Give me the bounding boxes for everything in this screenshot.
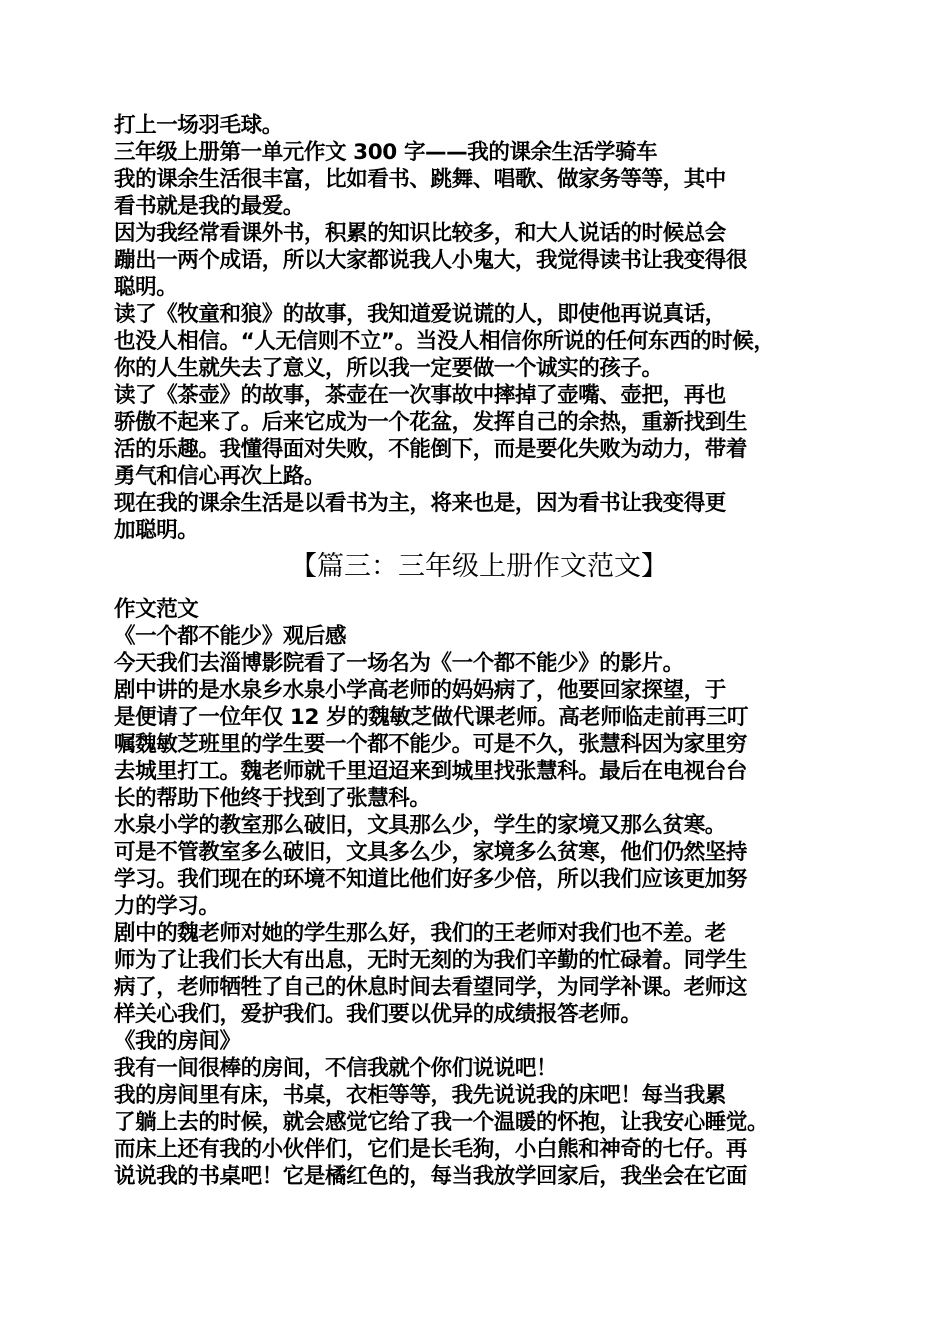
text-line: 今天我们去淄博影院看了一场名为《一个都不能少》的影片。 bbox=[114, 651, 684, 676]
text-line: 加聪明。 bbox=[114, 518, 199, 543]
text-line: 也没人相信。“人无信则不立”。当没人相信你所说的任何东西的时候， bbox=[114, 329, 775, 354]
text-line: 读了《牧童和狼》的故事，我知道爱说谎的人，即使他再说真话， bbox=[114, 302, 726, 327]
text-line: 三年级上册第一单元作文 300 字——我的课余生活学骑车 bbox=[114, 140, 658, 165]
text-line: 作文范文 bbox=[114, 597, 199, 622]
text-line: 而床上还有我的小伙伴们，它们是长毛狗，小白熊和神奇的七仔。再 bbox=[114, 1137, 748, 1162]
essay-part-2 bbox=[114, 596, 844, 1190]
text-line: 病了，老师牺牲了自己的休息时间去看望同学，为同学补课。老师这 bbox=[114, 975, 748, 1000]
text-line: 读了《茶壶》的故事，茶壶在一次事故中摔掉了壶嘴、壶把，再也 bbox=[114, 383, 726, 408]
text-line: 是便请了一位年仅 12 岁的魏敏芝做代课老师。高老师临走前再三叮 bbox=[114, 705, 749, 730]
text-line: 现在我的课余生活是以看书为主，将来也是，因为看书让我变得更 bbox=[114, 491, 726, 516]
text-line: 我的房间里有床，书桌，衣柜等等，我先说说我的床吧！每当我累 bbox=[114, 1083, 726, 1108]
text-line: 了躺上去的时候，就会感觉它给了我一个温暖的怀抱，让我安心睡觉。 bbox=[114, 1110, 769, 1135]
document-body bbox=[114, 112, 844, 1190]
text-line: 《我的房间》 bbox=[114, 1029, 241, 1054]
text-line: 你的人生就失去了意义，所以我一定要做一个诚实的孩子。 bbox=[114, 356, 663, 381]
text-line: 我的课余生活很丰富，比如看书、跳舞、唱歌、做家务等等，其中 bbox=[114, 167, 726, 192]
text-line: 蹦出一两个成语，所以大家都说我人小鬼大，我觉得读书让我变得很 bbox=[114, 248, 748, 273]
text-line: 力的学习。 bbox=[114, 894, 220, 919]
text-line: 剧中讲的是水泉乡水泉小学高老师的妈妈病了，他要回家探望，于 bbox=[114, 678, 726, 703]
text-line: 可是不管教室多么破旧，文具多么少，家境多么贫寒，他们仍然坚持 bbox=[114, 840, 748, 865]
text-line: 《一个都不能少》观后感 bbox=[114, 624, 347, 649]
text-line: 学习。我们现在的环境不知道比他们好多少倍，所以我们应该更加努 bbox=[114, 867, 748, 892]
text-line: 因为我经常看课外书，积累的知识比较多，和大人说话的时候总会 bbox=[114, 221, 726, 246]
text-line: 样关心我们，爱护我们。我们要以优异的成绩报答老师。 bbox=[114, 1002, 642, 1027]
text-line: 骄傲不起来了。后来它成为一个花盆，发挥自己的余热，重新找到生 bbox=[114, 410, 748, 435]
essay-part-1 bbox=[114, 112, 844, 544]
text-line: 水泉小学的教室那么破旧，文具那么少，学生的家境又那么贫寒。 bbox=[114, 813, 726, 838]
text-line: 师为了让我们长大有出息，无时无刻的为我们辛勤的忙碌着。同学生 bbox=[114, 948, 748, 973]
text-line: 打上一场羽毛球。 bbox=[114, 113, 283, 138]
section-heading: 【篇三：三年级上册作文范文】 bbox=[290, 551, 668, 582]
text-line: 我有一间很棒的房间，不信我就个你们说说吧！ bbox=[114, 1056, 558, 1081]
text-line: 去城里打工。魏老师就千里迢迢来到城里找张慧科。最后在电视台台 bbox=[114, 759, 748, 784]
text-line: 活的乐趣。我懂得面对失败，不能倒下，而是要化失败为动力，带着 bbox=[114, 437, 748, 462]
text-line: 聪明。 bbox=[114, 275, 178, 300]
text-line: 说说我的书桌吧！它是橘红色的，每当我放学回家后，我坐会在它面 bbox=[114, 1164, 748, 1189]
text-line: 长的帮助下他终于找到了张慧科。 bbox=[114, 786, 431, 811]
text-line: 嘱魏敏芝班里的学生要一个都不能少。可是不久，张慧科因为家里穷 bbox=[114, 732, 748, 757]
text-line: 剧中的魏老师对她的学生那么好，我们的王老师对我们也不差。老 bbox=[114, 921, 726, 946]
text-line: 勇气和信心再次上路。 bbox=[114, 464, 326, 489]
text-line: 看书就是我的最爱。 bbox=[114, 194, 304, 219]
